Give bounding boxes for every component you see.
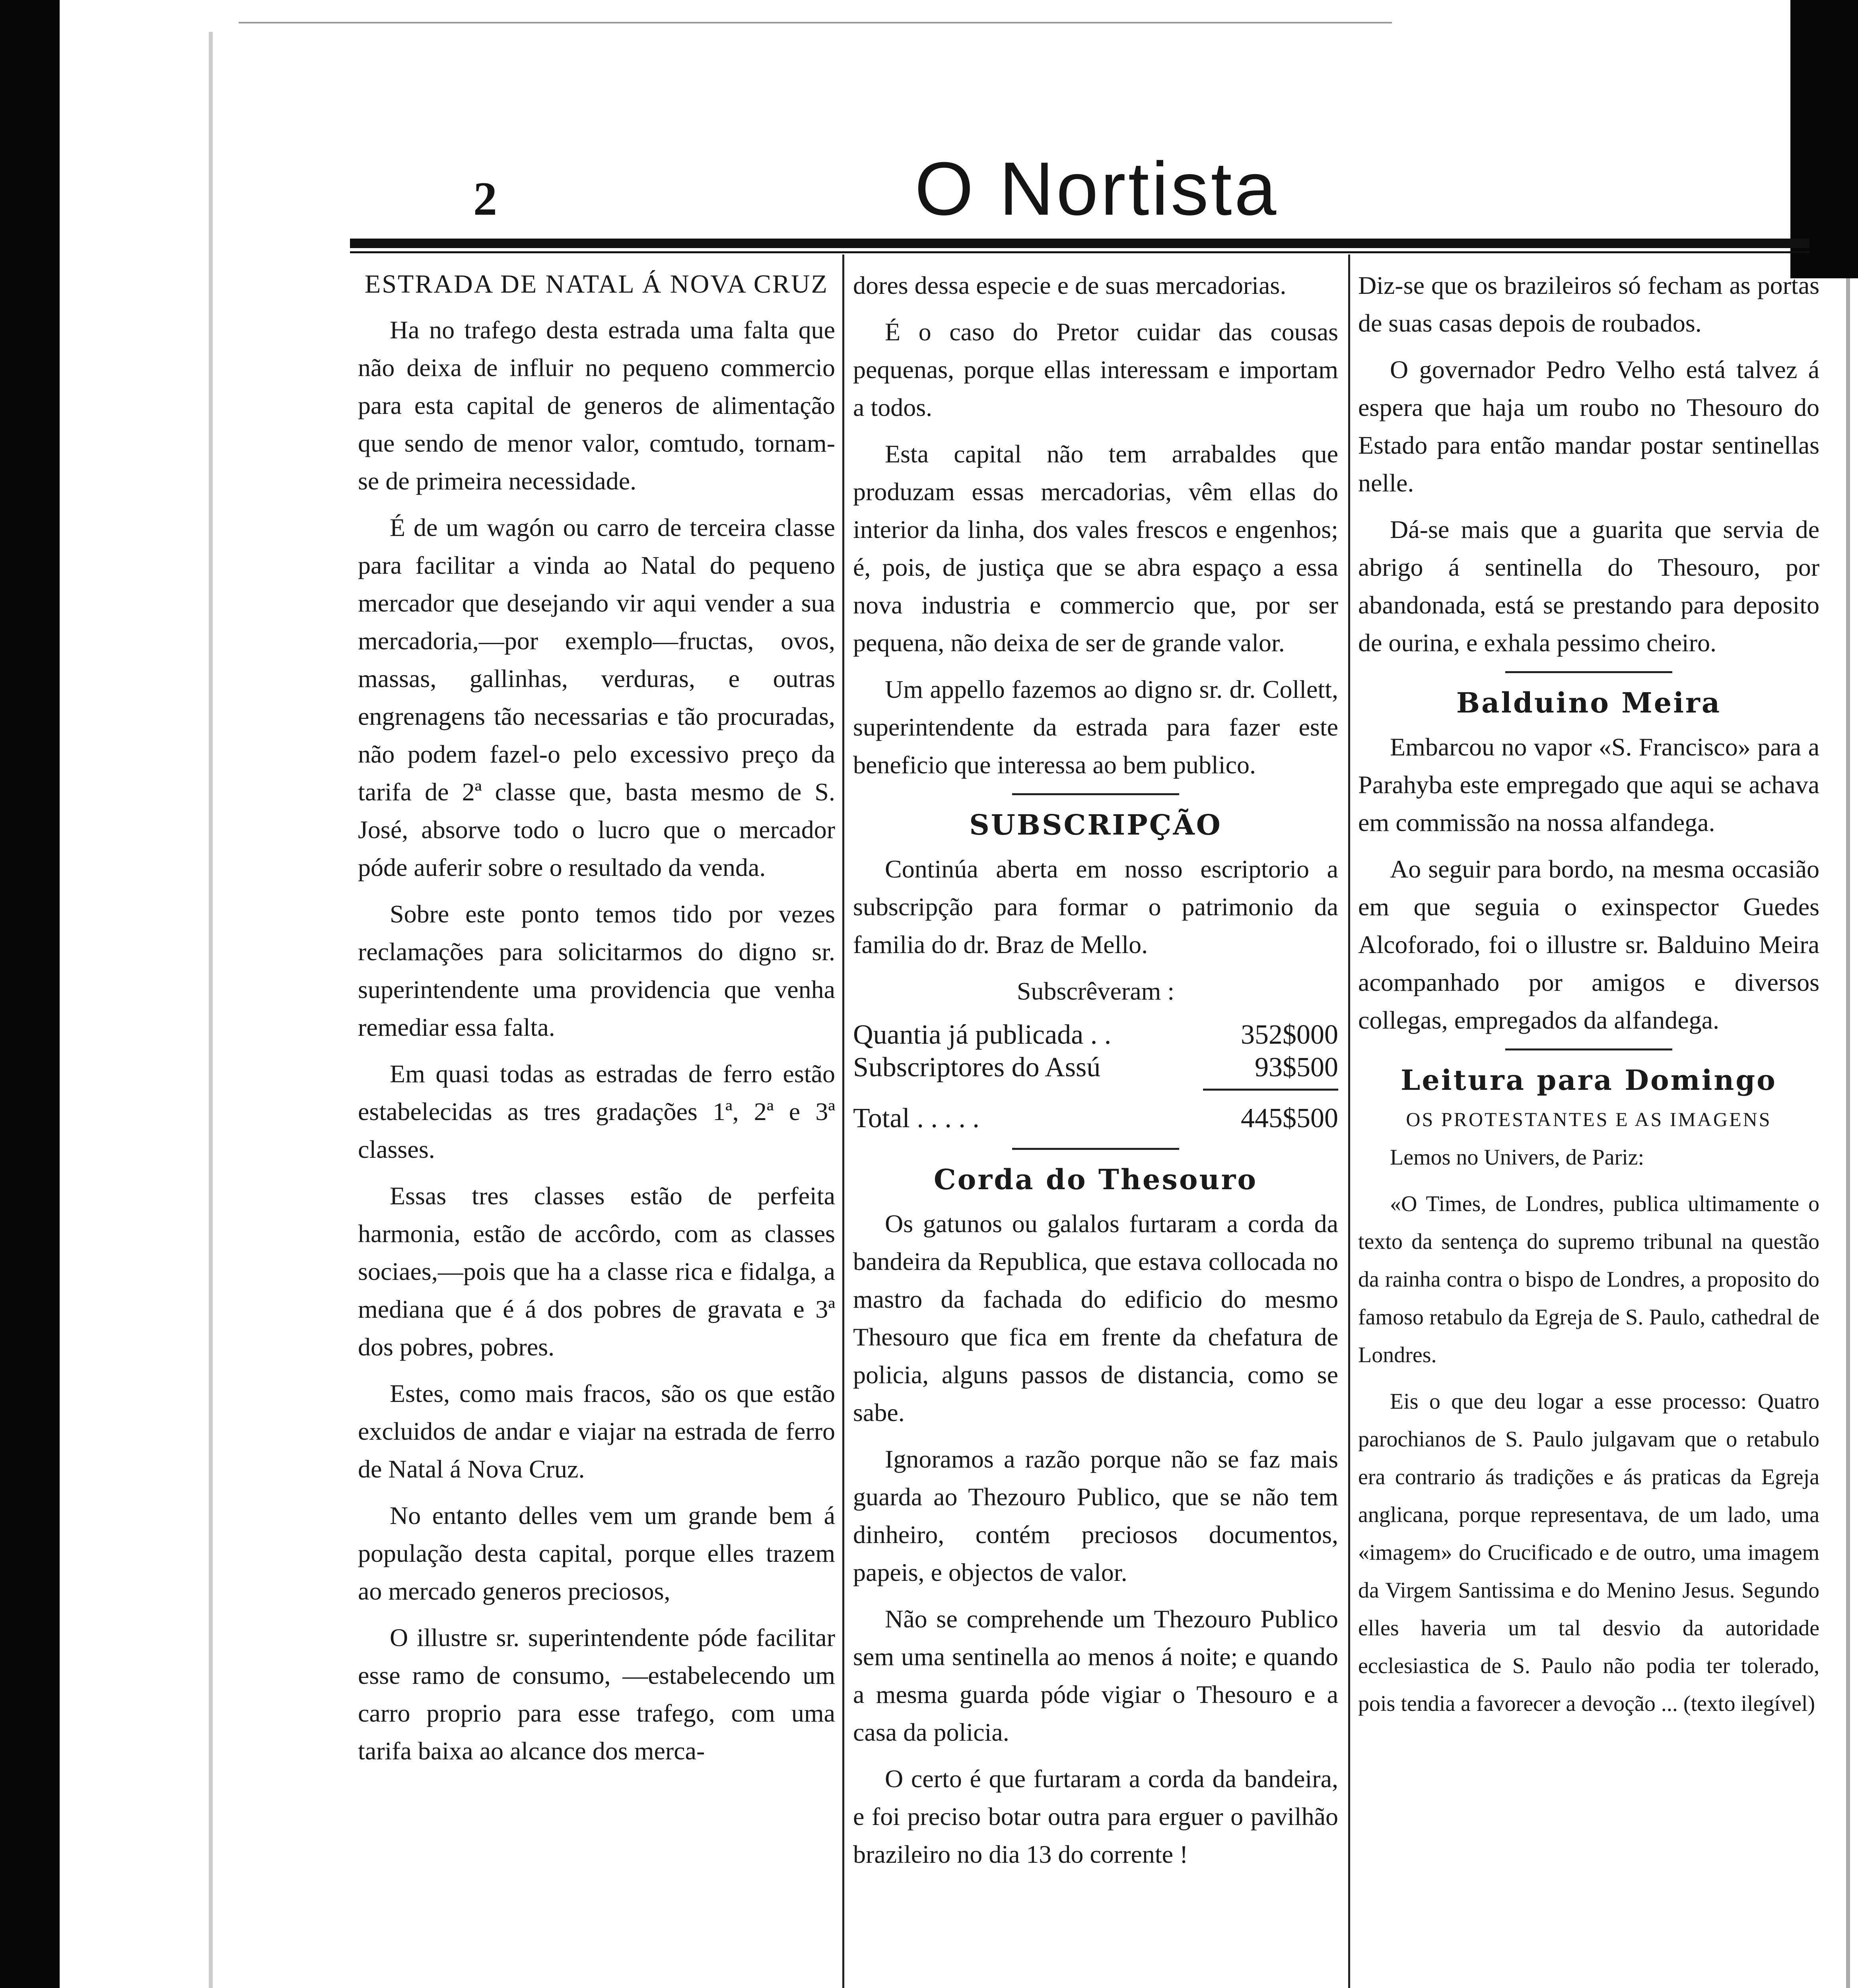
article-paragraph: Sobre este ponto temos tido por vezes reclamações para solicitarmos do digno sr. superintendente uma providencia que venha remediar essa falta.: [358, 900, 835, 1041]
article-paragraph: «O Times, de Londres, publica ultimamente o texto da sentença do supremo tribunal na questão da rainha contra o bispo de Londres, a proposito do famoso retabulo da Egreja de S. Paulo, cathedral de Londres.: [1358, 1192, 1819, 1367]
article-paragraph: É o caso do Pretor cuidar das cousas pequenas, porque ellas interessam e importam a todos.: [853, 318, 1338, 421]
section-title-balduino: Balduino Meira: [1456, 686, 1722, 719]
article-title-estrada: ESTRADA DE NATAL Á NOVA CRUZ: [365, 270, 828, 299]
article-paragraph: Não se comprehende um Thezouro Publico sem uma sentinella ao menos á noite; e quando a mesma guarda póde vigiar o Thesouro e a casa da policia.: [853, 1605, 1338, 1746]
section-title-corda: Corda do Thesouro: [933, 1163, 1258, 1196]
column-divider-1: [842, 254, 844, 1988]
scan-shadow-left: [209, 32, 213, 1988]
newspaper-masthead: O Nortista: [915, 147, 1279, 231]
article-paragraph: O certo é que furtaram a corda da bandeira, e foi preciso botar outra para erguer o pavilhão brazileiro no dia 13 do corrente !: [853, 1765, 1338, 1868]
article-paragraph: dores dessa especie e de suas mercadorias.: [853, 271, 1287, 299]
article-paragraph: Embarcou no vapor «S. Francisco» para a Parahyba este empregado que aqui se achava em commissão na nossa alfandega.: [1358, 733, 1819, 837]
ledger-row: [853, 1019, 1338, 1051]
article-paragraph: Lemos no Univers, de Pariz:: [1390, 1145, 1644, 1170]
article-paragraph: Essas tres classes estão de perfeita harmonia, estão de accôrdo, com as classes sociaes,—pois que ha a classe rica e fidalga, a mediana que é á dos pobres de gravata e 3ª dos pobres, pobres.: [358, 1182, 835, 1361]
ledger-label: Subscriptores do Assú: [853, 1052, 1101, 1083]
ledger-value: 93$500: [1255, 1052, 1338, 1083]
column-3: [1358, 266, 1819, 1732]
article-paragraph: Ignoramos a razão porque não se faz mais guarda ao Thezouro Publico, que se não tem dinheiro, contém preciosos documentos, papeis, e objectos de valor.: [853, 1445, 1338, 1586]
scan-shadow-right: [1846, 278, 1850, 1988]
section-title-leitura: Leitura para Domingo: [1401, 1064, 1777, 1097]
masthead-rule: [350, 239, 1809, 248]
ledger-value: 352$000: [1241, 1019, 1338, 1050]
article-paragraph: Continúa aberta em nosso escriptorio a subscripção para formar o patrimonio da familia do dr. Braz de Mello.: [853, 855, 1338, 959]
scan-top-line: [239, 22, 1392, 23]
ledger-separator: [1203, 1089, 1338, 1091]
ledger-total-label: Total . . . . .: [853, 1103, 980, 1134]
section-rule: [1505, 1048, 1672, 1050]
article-paragraph: Estes, como mais fracos, são os que estão excluidos de andar e viajar na estrada de ferro de Natal á Nova Cruz.: [358, 1379, 835, 1483]
column-divider-2: [1348, 254, 1350, 1988]
page-number: 2: [473, 172, 497, 225]
section-rule: [1012, 1148, 1179, 1150]
column-1: [358, 266, 835, 1778]
ledger-total-row: [853, 1099, 1338, 1138]
article-paragraph: É de um wagón ou carro de terceira classe para facilitar a vinda ao Natal do pequeno mercador que desejando vir aqui vender a sua mercadoria,—por exemplo—fructas, ovos, massas, gallinhas, verduras, e outras engrenagens tão necessarias e tão procuradas, não podem fazel-o pelo excessivo preço da tarifa de 2ª classe que, basta mesmo de S. José, absorve todo o lucro que o mercador póde auferir sobre o resultado da venda.: [358, 513, 835, 881]
scan-border-left: [0, 0, 60, 1988]
article-paragraph: No entanto delles vem um grande bem á população desta capital, porque elles trazem ao mercado generos preciosos,: [358, 1501, 835, 1605]
subscription-ledger: [853, 1019, 1338, 1138]
article-paragraph: Ao seguir para bordo, na mesma occasião em que seguia o exinspector Guedes Alcoforado, foi o illustre sr. Balduino Meira acompanhado por amigos e diversos collegas, empregados da alfandega.: [1358, 855, 1819, 1034]
column-2: [853, 266, 1338, 1882]
article-paragraph: Esta capital não tem arrabaldes que produzam essas mercadorias, vêm ellas do interior da linha, dos vales frescos e engenhos; é, pois, de justiça que se abra espaço a essa nova industria e commercio que, por ser pequena, não deixa de ser de grande valor.: [853, 440, 1338, 657]
article-paragraph: O illustre sr. superintendente póde facilitar esse ramo de consumo, —estabelecendo um carro proprio para esse trafego, com uma tarifa baixa ao alcance dos merca-: [358, 1623, 835, 1765]
ledger-label: Quantia já publicada . .: [853, 1019, 1112, 1050]
section-title-subscripcao: SUBSCRIPÇÃO: [969, 808, 1222, 841]
ledger-row: [853, 1051, 1338, 1084]
article-paragraph: Ha no trafego desta estrada uma falta que não deixa de influir no pequeno commercio para esta capital de generos de alimentação que sendo de menor valor, comtudo, tornam-se de primeira necessidade.: [358, 316, 835, 495]
ledger-total-value: 445$500: [1241, 1103, 1338, 1134]
article-paragraph: Um appello fazemos ao digno sr. dr. Collett, superintendente da estrada para fazer este beneficio que interessa ao bem publico.: [853, 675, 1338, 779]
article-paragraph: Dá-se mais que a guarita que servia de abrigo á sentinella do Thesouro, por abandonada, está se prestando para deposito de ourina, e exhala pessimo cheiro.: [1358, 515, 1819, 657]
article-paragraph: O governador Pedro Velho está talvez á espera que haja um roubo no Thesouro do Estado para então mandar postar sentinellas nelle.: [1358, 355, 1819, 497]
subscribers-label: Subscrêveram :: [1016, 977, 1175, 1005]
section-rule: [1012, 793, 1179, 795]
section-rule: [1505, 671, 1672, 673]
article-paragraph: Diz-se que os brazileiros só fecham as portas de suas casas depois de roubados.: [1358, 271, 1819, 337]
article-paragraph: Os gatunos ou galalos furtaram a corda da bandeira da Republica, que estava collocada no mastro da fachada do edificio do mesmo Thesouro que fica em frente da chefatura de policia, alguns passos de distancia, como se sabe.: [853, 1209, 1338, 1427]
article-paragraph: Eis o que deu logar a esse processo: Quatro parochianos de S. Paulo julgavam que o retabulo era contrario ás tradições e ás praticas da Egreja anglicana, porque representava, de um lado, uma «imagem» do Crucificado e de outro, uma imagem da Virgem Santissima e do Menino Jesus. Segundo elles haveria um tal desvio da autoridade ecclesiastica de S. Paulo não podia ter tolerado, pois tendia a favorecer a devoção ... (texto ilegível): [1358, 1389, 1819, 1716]
masthead-rule-thin: [350, 251, 1809, 253]
scan-border-right: [1790, 0, 1858, 278]
article-paragraph: Em quasi todas as estradas de ferro estão estabelecidas as tres gradações 1ª, 2ª e 3ª classes.: [358, 1060, 835, 1163]
section-subtitle: OS PROTESTANTES E AS IMAGENS: [1406, 1108, 1772, 1130]
